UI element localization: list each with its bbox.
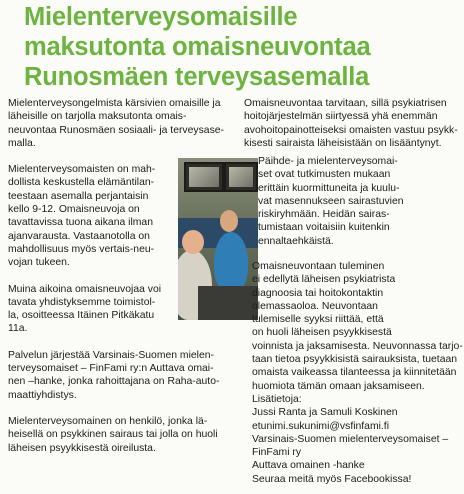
contact-names: Jussi Ranta ja Samuli Koskinen <box>252 407 398 419</box>
contact-email: etunimi.sukunimi@vsfinfami.fi <box>252 420 390 432</box>
intro-paragraph: Mielenterveysongelmista kärsivien omaisille ja läheisille on tarjolla maksutonta omais- neuvontaa Runosmäen sosiaali- ja terveysase- malla. <box>8 98 225 149</box>
risk-paragraph: Päihde- ja mielenterveysomai- set ovat tutkimusten mukaan erittäin kuormittuneita ja kuulu- vat masennukseen sairastuvien riskiryhmään. Heidän sairas- tumistaan voitaisiin kuitenkin ennaltaehkäistä. <box>258 156 404 247</box>
organization-name: FinFami ry <box>252 447 302 459</box>
project-name: Auttava omainen -hanke <box>252 460 365 472</box>
right-column-mid <box>258 155 458 261</box>
office-paragraph: Muina aikoina omaisneuvojaa voi tavata yhdistyksemme toimistol- la, osoitteessa Itäinen Pitkäkatu 11a. <box>8 283 162 335</box>
organization-name: Varsinais-Suomen mielenterveysomaiset – <box>252 433 449 445</box>
article-headline <box>24 2 458 92</box>
headline-line: maksutonta omaisneuvontaa <box>24 33 371 61</box>
wall-picture <box>184 162 224 192</box>
right-column-top <box>244 97 458 163</box>
wall-picture <box>224 162 258 192</box>
more-info-label: Lisätietoja: <box>252 393 302 405</box>
article-photo <box>178 158 258 320</box>
person-head <box>220 210 238 232</box>
organizer-paragraph: Palvelun järjestää Varsinais-Suomen mielen- terveysomaiset – FinFami ry:n Auttava omai- nen –hanke, jonka rahoittajana on Raha-auto- maattiyhdistys. <box>8 349 220 401</box>
headline-line: Mielenterveysomaisille <box>24 3 298 31</box>
need-paragraph: Omaisneuvontaa tarvitaan, sillä psykiatrisen hoitojärjestelmän siirtyessä yhä enemmän avohoitopainotteiseksi omaisten vastuu psykk- kisesti sairaista läheisistään on lisääntynyt. <box>244 98 458 149</box>
headline-line: Runosmäen terveysasemalla <box>24 63 370 91</box>
hours-paragraph: Mielenterveysomaisten on mah- dollista keskustella elämäntilan- teestaan asemalla perjantaisin kello 9-12. Omaisneuvoja on tavattavissa tuona aikana ilman ajanvarausta. Vastaanotolla on mahdollisuus myös vertais-neu- vojan tukeen. <box>8 164 156 269</box>
person-head <box>182 230 204 254</box>
person-woman <box>214 232 248 292</box>
right-column-bottom <box>252 260 463 486</box>
definition-paragraph: Mielenterveysomainen on henkilö, jonka lä- heisellä on psykkinen sairaus tai jolla on huoli läheisen psyykkisestä oireilusta. <box>8 415 218 454</box>
facebook-note: Seuraa meitä myös Facebookissa! <box>252 473 412 485</box>
access-paragraph: Omaisneuvontaan tuleminen ei edellytä läheisen psykiatrista diagnoosia tai hoitokontaktin olemassaoloa. Neuvontaan tulemiselle syyksi riittää, että on huoli läheisen psyykkisestä voinnista ja jaksamisesta. Neuvonnassa tarjo- taan tietoa psyykkisistä sairauksista, tuetaan omaista vaikeassa tilanteessa ja kiinnitetään huomiota tämän omaan jaksamiseen. Lisätietoja: Jussi Ranta ja Samuli Koskinen etunimi.sukunimi@vsfinfami.fi Varsinais-Suomen mielenterveysomaiset – FinFami ry Auttava omainen -hanke Seuraa meitä myös Facebookissa! <box>252 261 463 485</box>
